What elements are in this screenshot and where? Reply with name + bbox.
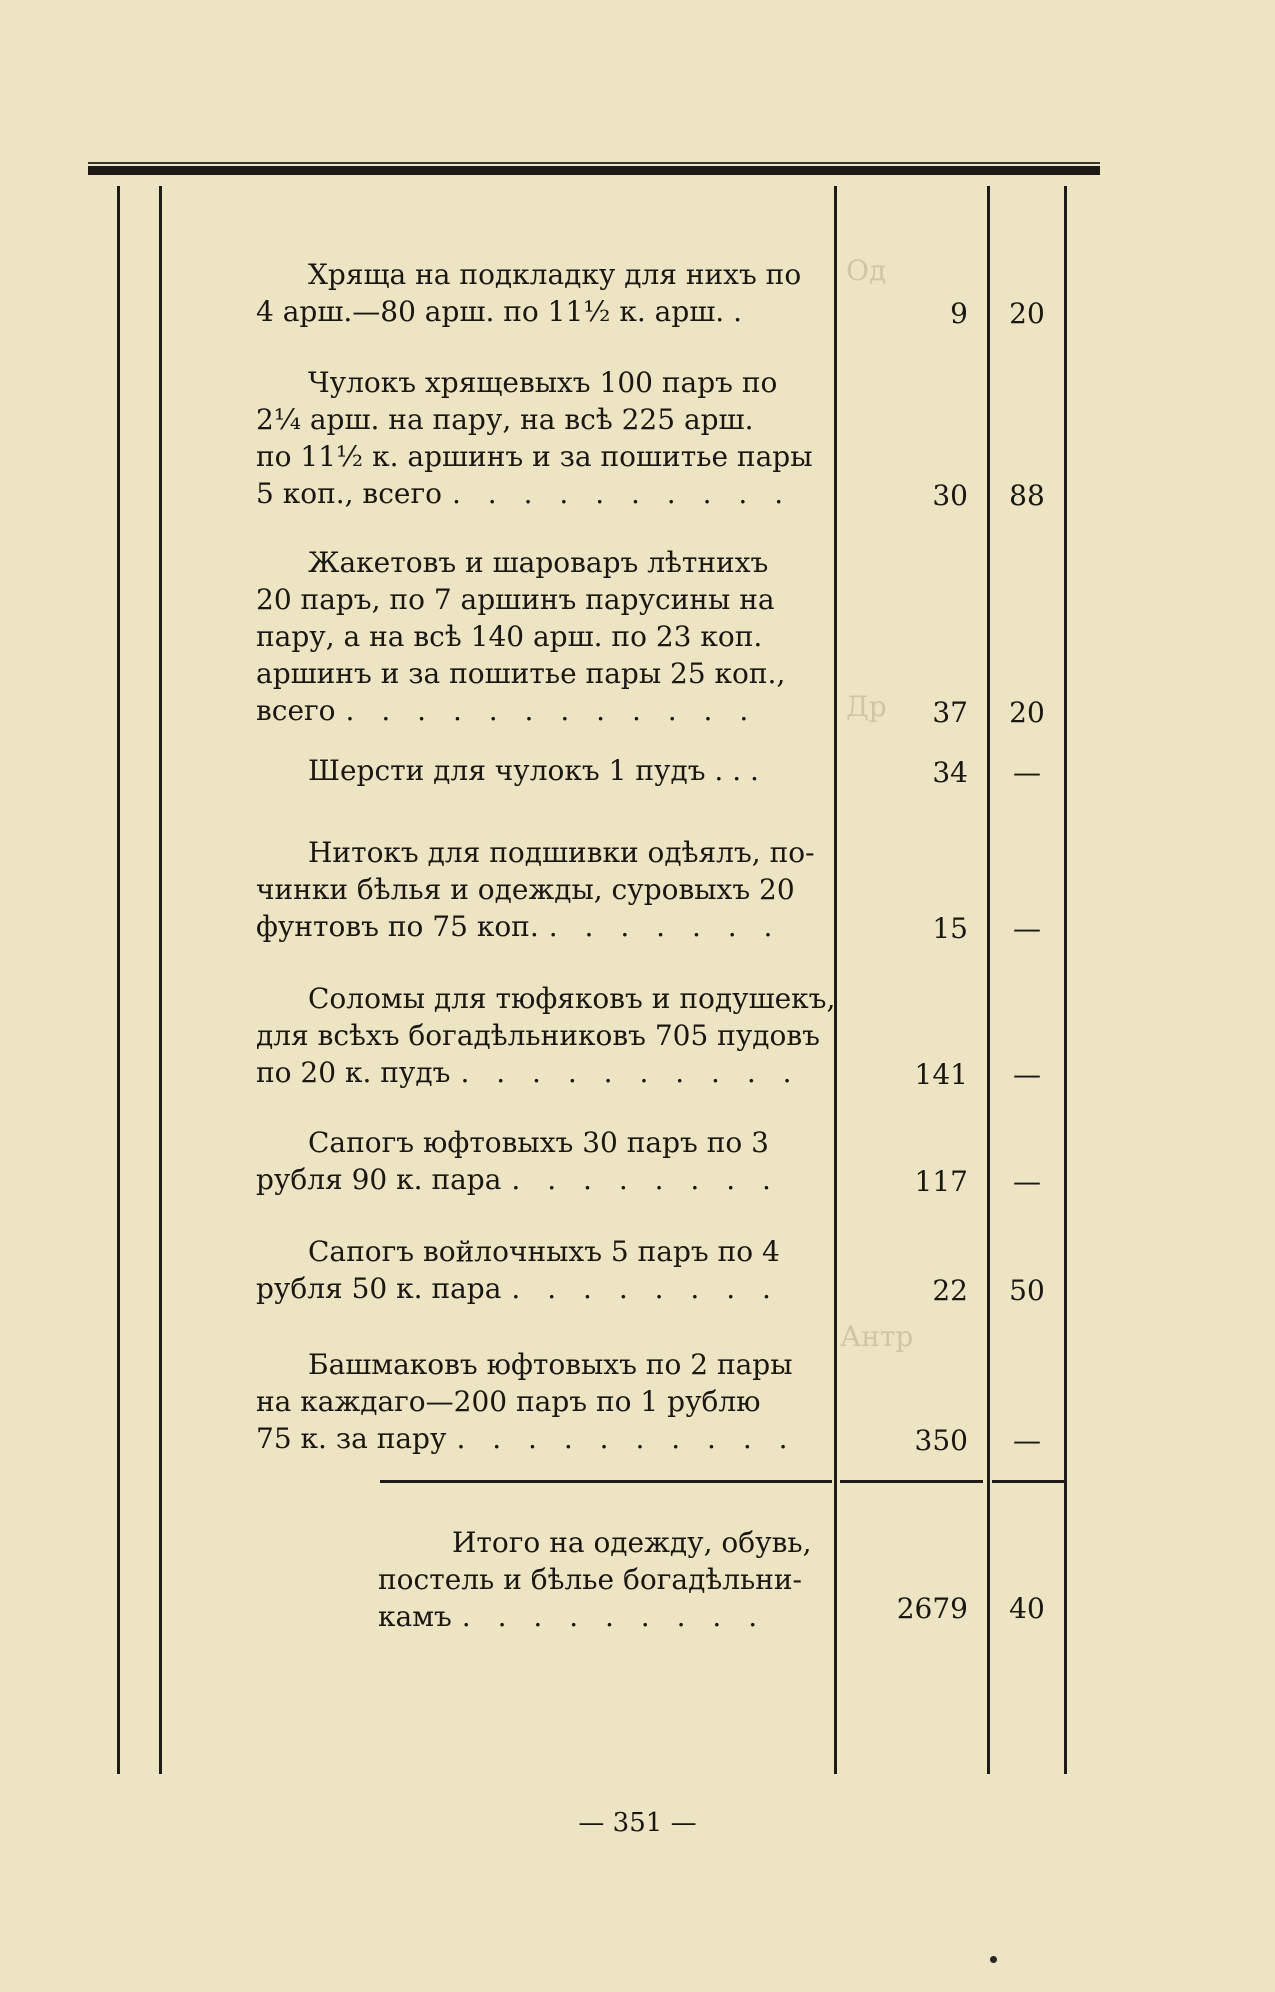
bleed-through: Од <box>846 254 887 287</box>
entry-text: аршинъ и за пошитье пары 25 коп., <box>256 657 786 690</box>
entry-line <box>256 752 801 789</box>
top-rule <box>88 166 1100 175</box>
leader-dots: . . . . . . . . <box>511 1163 780 1196</box>
kopecks-value: 88 <box>1009 479 1045 512</box>
kopecks-value: 20 <box>1009 297 1045 330</box>
expense-entry <box>256 544 801 729</box>
entry-text: Сапогъ юфтовыхъ 30 паръ по 3 <box>308 1126 769 1159</box>
ink-spot <box>990 1956 997 1963</box>
entry-line <box>256 1124 801 1161</box>
entry-line <box>256 908 801 945</box>
total-line: постель и бѣлье богадѣльни- <box>378 1563 803 1596</box>
rubles-value: 350 <box>914 1424 968 1457</box>
entry-text: фунтовъ по 75 коп. <box>256 910 539 943</box>
entry-text: чинки бѣлья и одежды, суровыхъ 20 <box>256 873 795 906</box>
entry-text: Нитокъ для подшивки одѣялъ, по- <box>308 836 815 869</box>
entry-line <box>256 1383 801 1420</box>
entry-line <box>256 256 801 293</box>
bleed-through: Антр <box>840 1320 914 1353</box>
expense-entry <box>256 834 815 945</box>
rubles-value: 22 <box>932 1274 968 1307</box>
entry-text: 4 арш.—80 арш. по 11½ к. арш. . <box>256 295 742 328</box>
entry-line <box>256 364 801 401</box>
entry-line <box>256 618 801 655</box>
entry-text: всего <box>256 694 336 727</box>
kopecks-value: — <box>1013 1424 1041 1457</box>
leader-dots: . . . . . . . . <box>511 1272 780 1305</box>
total-rubles: 2679 <box>896 1592 968 1625</box>
expense-entry <box>256 980 836 1091</box>
leader-dots: . . . . . . . <box>548 910 782 943</box>
column-rule-outer-left <box>117 186 120 1774</box>
expense-entry <box>256 256 801 330</box>
entry-text: по 11½ к. аршинъ и за пошитье пары <box>256 440 813 473</box>
total-rule-rubles <box>840 1480 983 1483</box>
entry-text: 75 к. за пару <box>256 1422 447 1455</box>
entry-text: рубля 90 к. пара <box>256 1163 502 1196</box>
entry-text: на каждаго—200 паръ по 1 рублю <box>256 1385 761 1418</box>
expense-entry <box>256 1124 801 1198</box>
entry-text: Шерсти для чулокъ 1 пудъ . . . <box>308 754 759 787</box>
total-line: камъ . . . . . . . . . <box>378 1600 767 1633</box>
rubles-value: 34 <box>932 756 968 789</box>
rubles-value: 9 <box>950 297 968 330</box>
entry-line <box>256 401 801 438</box>
leader-dots: . . . . . . . . . . <box>456 1422 797 1455</box>
entry-text: Сапогъ войлочныхъ 5 паръ по 4 <box>308 1235 780 1268</box>
entry-text: для всѣхъ богадѣльниковъ 705 пудовъ <box>256 1019 820 1052</box>
column-rule-rubles-right <box>987 186 990 1774</box>
kopecks-value: — <box>1013 1165 1041 1198</box>
entry-line <box>256 655 801 692</box>
entry-line <box>256 1346 801 1383</box>
page-number: — 351 — <box>578 1808 697 1838</box>
entry-line <box>256 1054 801 1091</box>
entry-text: по 20 к. пудъ <box>256 1056 451 1089</box>
kopecks-value: 50 <box>1009 1274 1045 1307</box>
kopecks-value: — <box>1013 912 1041 945</box>
column-rule-right <box>1064 186 1067 1774</box>
entry-text: Жакетовъ и шароваръ лѣтнихъ <box>308 546 769 579</box>
entry-line <box>256 1270 801 1307</box>
leader-dots: . . . . . . . . . . <box>451 477 793 510</box>
rubles-value: 37 <box>932 696 968 729</box>
kopecks-value: — <box>1013 756 1041 789</box>
entry-line <box>256 581 801 618</box>
entry-line <box>256 293 801 330</box>
entry-text: Хряща на подкладку для нихъ по <box>308 258 802 291</box>
total-entry <box>378 1524 812 1635</box>
leader-dots: . . . . . . . . . . . . <box>345 694 758 727</box>
column-rule-inner-left <box>159 186 162 1774</box>
entry-text: рубля 50 к. пара <box>256 1272 502 1305</box>
kopecks-value: — <box>1013 1058 1041 1091</box>
entry-text: 5 коп., всего <box>256 477 442 510</box>
total-rule-kopecks <box>992 1480 1064 1483</box>
entry-text: пару, а на всѣ 140 арш. по 23 коп. <box>256 620 763 653</box>
entry-line <box>256 1420 801 1457</box>
entry-line <box>256 544 801 581</box>
entry-text: 20 паръ, по 7 аршинъ парусины на <box>256 583 775 616</box>
entry-text: Башмаковъ юфтовыхъ по 2 пары <box>308 1348 793 1381</box>
entry-line <box>256 1161 801 1198</box>
expense-entry <box>256 1346 801 1457</box>
entry-line <box>256 871 801 908</box>
rubles-value: 30 <box>932 479 968 512</box>
leader-dots: . . . . . . . . . . <box>460 1056 801 1089</box>
total-rule-text <box>380 1480 832 1483</box>
entry-text: 2¼ арш. на пару, на всѣ 225 арш. <box>256 403 754 436</box>
entry-text: Соломы для тюфяковъ и подушекъ, <box>308 982 836 1015</box>
kopecks-value: 20 <box>1009 696 1045 729</box>
bleed-through: Др <box>846 690 887 723</box>
entry-line <box>256 1017 820 1054</box>
leader-dots: . . . . . . . . . <box>461 1600 767 1633</box>
total-line: Итого на одежду, обувь, <box>452 1526 812 1559</box>
expense-entry <box>256 752 801 789</box>
entry-line <box>256 475 801 512</box>
top-rule-thin <box>88 162 1100 164</box>
expense-entry <box>256 364 813 512</box>
expense-entry <box>256 1233 801 1307</box>
entry-line <box>256 834 815 871</box>
entry-line <box>256 692 801 729</box>
entry-line <box>256 438 813 475</box>
entry-line <box>256 1233 801 1270</box>
entry-line <box>256 980 836 1017</box>
rubles-value: 117 <box>914 1165 968 1198</box>
rubles-value: 141 <box>914 1058 968 1091</box>
entry-text: Чулокъ хрящевыхъ 100 паръ по <box>308 366 778 399</box>
total-kopecks: 40 <box>1009 1592 1045 1625</box>
rubles-value: 15 <box>932 912 968 945</box>
